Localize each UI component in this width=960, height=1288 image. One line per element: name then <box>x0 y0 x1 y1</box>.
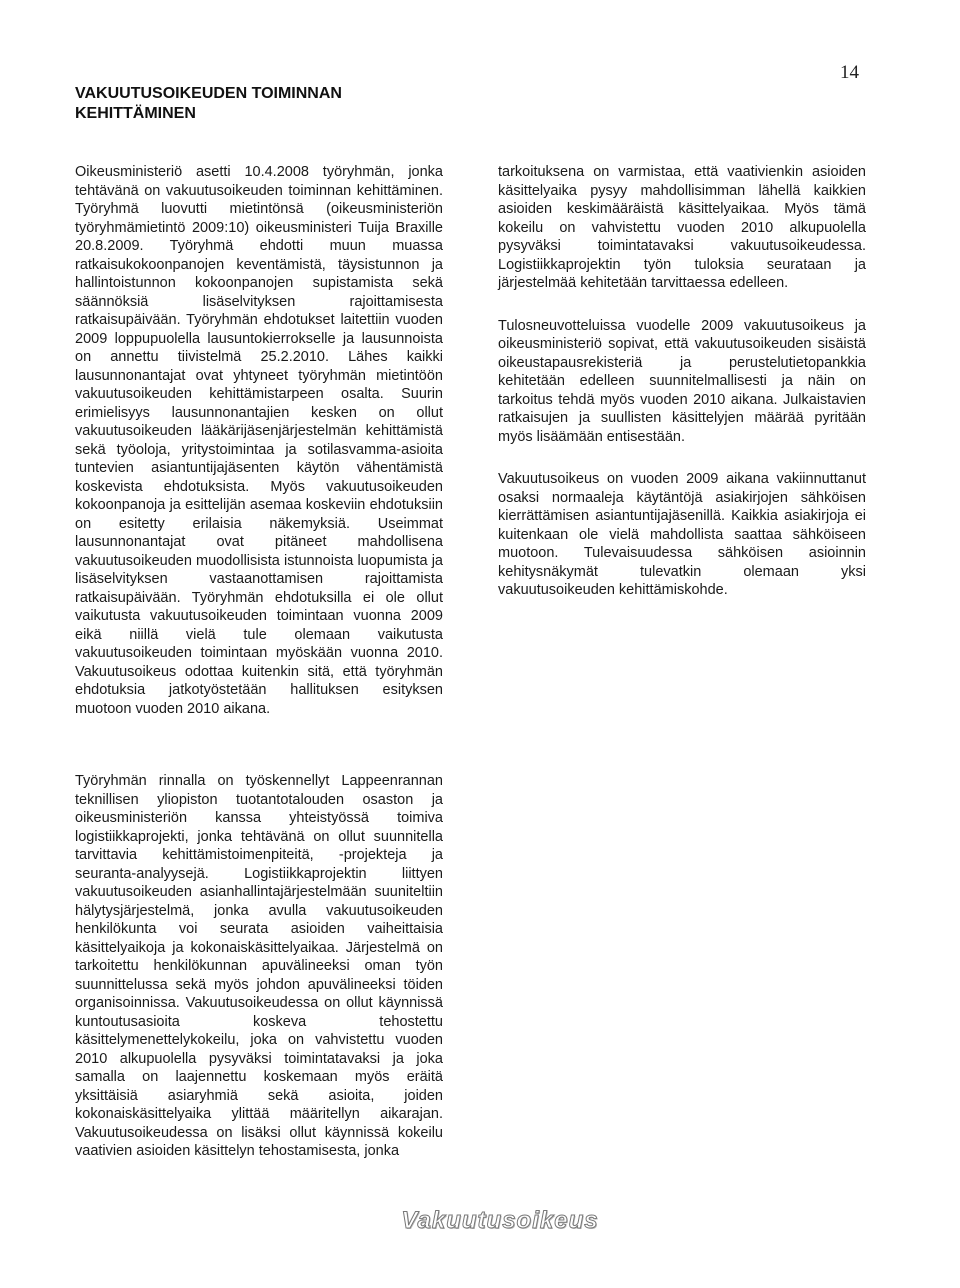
paragraph: Tulosneuvotteluissa vuodelle 2009 vakuutusoikeus ja oikeusministeriö sopivat, että vakuutusoikeuden sisäistä oikeustapausrekisteriä ja perustelutietopankkia kehitetään edelleen suunnitelmallisesti ja näin on tarkoitus tehdä myös vuoden 2010 aikana. Julkaistavien ratkaisujen ja suullisten käsittelyjen määrää pyritään myös lisäämään entisestään. <box>498 317 866 445</box>
page-number: 14 <box>840 62 859 83</box>
footer-logo: Vakuutusoikeus <box>401 1207 599 1234</box>
left-column-bottom <box>75 772 443 1185</box>
left-column-top <box>75 163 443 742</box>
right-column <box>498 163 866 624</box>
paragraph: Työryhmän rinnalla on työskennellyt Lappeenrannan teknillisen yliopiston tuotantotalouden osaston ja oikeusministeriön kanssa yhteistyössä toimiva logistiikkaprojekti, jonka tehtävänä on ollut suunnitella tarvittavia kehittämistoimenpiteitä, -projekteja ja seuranta-analyysejä. Logistiikkaprojektin liittyen vakuutusoikeuden asianhallintajärjestelmään suuniteltiin hälytysjärjestelmä, jonka avulla vakuutusoikeuden henkilökunta voi seurata asioiden vaiheittaisia käsittelyaikoja ja kokonaiskäsittelyaikaa. Järjestelmä on tarkoitettu henkilökunnan apuvälineeksi oman työn suunnittelussa sekä myös johdon apuvälineeksi töiden organisoinnissa. Vakuutusoikeudessa on ollut käynnissä kuntoutusasioita koskeva tehostettu käsittelymenettelykokeilu, joka on vahvistettu vuoden 2010 alkupuolella pysyväksi toimintatavaksi ja joka samalla on laajennettu koskemaan myös eräitä yksittäisiä asiaryhmiä sekä asioita, joiden kokonaiskäsittelyaika ylittää määritellyn aikarajan. Vakuutusoikeudessa on lisäksi ollut käynnissä kokeilu vaativien asioiden käsittelyn tehostamisesta, jonka <box>75 773 443 1159</box>
paragraph: Oikeusministeriö asetti 10.4.2008 työryhmän, jonka tehtävänä on vakuutusoikeuden toiminnan kehittäminen. Työryhmä luovutti mietintönsä (oikeusministeriön työryhmämietintö 2009:10) oikeusministeri Tuija Braxille 20.8.2009. Työryhmä ehdotti muun muassa ratkaisukokoonpanojen keventämistä, täysistunnon ja hallintoistunnon kokoonpanojen supistamista sekä säännöksiä lisäselvityksen rajoittamisesta ratkaisupäivään. Työryhmän ehdotukset laitettiin vuoden 2009 loppupuolella lausuntokierrokselle ja lausunnoista on annettu tiivistelmä 25.2.2010. Lähes kaikki lausunnonantajat ovat yhtyneet työryhmän mietintöön vakuutusoikeuden kehittämistarpeen osalta. Suurin erimielisyys lausunnonantajien kesken on ollut vakuutusoikeuden lääkärijäsenjärjestelmän kehittämistä sekä työoloja, yritystoimintaa ja sotilasvamma-asioita tuntevien asiantuntijajäsenten käytön vähentämistä koskevista ehdotuksista. Myös vakuutusoikeuden kokoonpanoja ja esittelijän asemaa koskeviin ehdotuksiin on esitetty erilaisia näkemyksiä. Useimmat lausunnonantajat ovat pitäneet mahdollisena vakuutusoikeuden muodollisista istunnoista luopumista ja lisäselvityksen vastaanottamisen rajoittamista ratkaisupäivään. Työryhmän ehdotuksilla ei ole ollut vaikutusta vakuutusoikeuden toimintaan vuonna 2009 eikä niillä vielä tule olemaan vaikutusta vakuutusoikeuden toimintaan myöskään vuonna 2010. Vakuutusoikeus odottaa kuitenkin sitä, että työryhmän ehdotuksia jatkotyöstetään hallituksen esityksen muotoon vuoden 2010 aikana. <box>75 164 443 717</box>
paragraph: tarkoituksena on varmistaa, että vaativienkin asioiden käsittelyaika pysyy mahdollisimman lähellä kaikkien asioiden keskimääräistä käsittelyaikaa. Myös tämä kokeilu on vahvistettu vuoden 2010 alkupuolella pysyväksi toimintatavaksi vakuutusoikeudessa. Logistiikkaprojektin työn tuloksia seurataan ja järjestelmää kehitetään tarvittaessa edelleen. <box>498 164 866 291</box>
paragraph: Vakuutusoikeus on vuoden 2009 aikana vakiinnuttanut osaksi normaaleja käytäntöjä asiakirjojen sähköisen kierrättämisen asiantuntijajäsenillä. Kaikkia asiakirjoja ei kuitenkaan ole vielä mahdollista saattaa sähköiseen muotoon. Tulevaisuudessa sähköisen asioinnin kehitysnäkymät tulevatkin olemaan yksi vakuutusoikeuden kehittämiskohde. <box>498 471 866 598</box>
section-heading: VAKUUTUSOIKEUDEN TOIMINNAN KEHITTÄMINEN <box>75 85 342 122</box>
